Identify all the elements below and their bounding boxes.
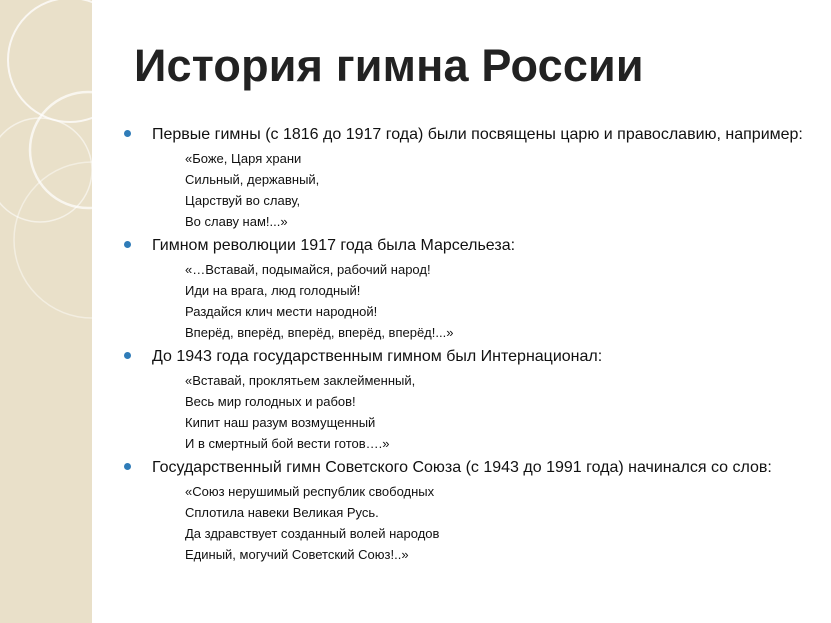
verse-line: Сплотила навеки Великая Русь. [185,505,379,520]
verse-line: Весь мир голодных и рабов! [185,394,356,409]
bullet-item [122,346,822,454]
verse-line: «Боже, Царя храни [185,151,302,166]
verse-line: Иди на врага, люд голодный! [185,283,361,298]
bullet-text: До 1943 года государственным гимном был Интернационал: [152,348,603,365]
verse-line: Единый, могучий Советский Союз!..» [185,547,409,562]
bullet-item [122,124,822,232]
verse-block [152,259,822,343]
bullet-text: Государственный гимн Советского Союза (с 1943 до 1991 года) начинался со слов: [152,459,772,476]
verse-line: Раздайся клич мести народной! [185,304,378,319]
verse-block [152,370,822,454]
verse-line: «Союз нерушимый республик свободных [185,484,435,499]
decorative-circles [0,0,92,623]
verse-line: И в смертный бой вести готов….» [185,436,390,451]
slide-title: История гимна России [134,40,644,91]
verse-block [152,481,822,565]
verse-line: «…Вставай, подымайся, рабочий народ! [185,262,431,277]
bullet-item [122,457,822,565]
bullet-dot-icon [124,463,131,470]
bullet-dot-icon [124,241,131,248]
bullet-list [122,124,822,568]
bullet-dot-icon [124,352,131,359]
decorative-sidebar [0,0,92,623]
bullet-text: Первые гимны (с 1816 до 1917 года) были посвящены царю и православию, например: [152,126,803,143]
bullet-text: Гимном революции 1917 года была Марсельеза: [152,237,516,254]
slide-content [92,0,831,623]
bullet-item [122,235,822,343]
bullet-dot-icon [124,130,131,137]
verse-line: Сильный, державный, [185,172,320,187]
verse-line: Во славу нам!...» [185,214,288,229]
verse-line: Да здравствует созданный волей народов [185,526,440,541]
verse-line: Кипит наш разум возмущенный [185,415,376,430]
verse-block [152,148,822,232]
verse-line: «Вставай, проклятьем заклейменный, [185,373,416,388]
verse-line: Вперёд, вперёд, вперёд, вперёд, вперёд!...» [185,325,454,340]
verse-line: Царствуй во славу, [185,193,301,208]
